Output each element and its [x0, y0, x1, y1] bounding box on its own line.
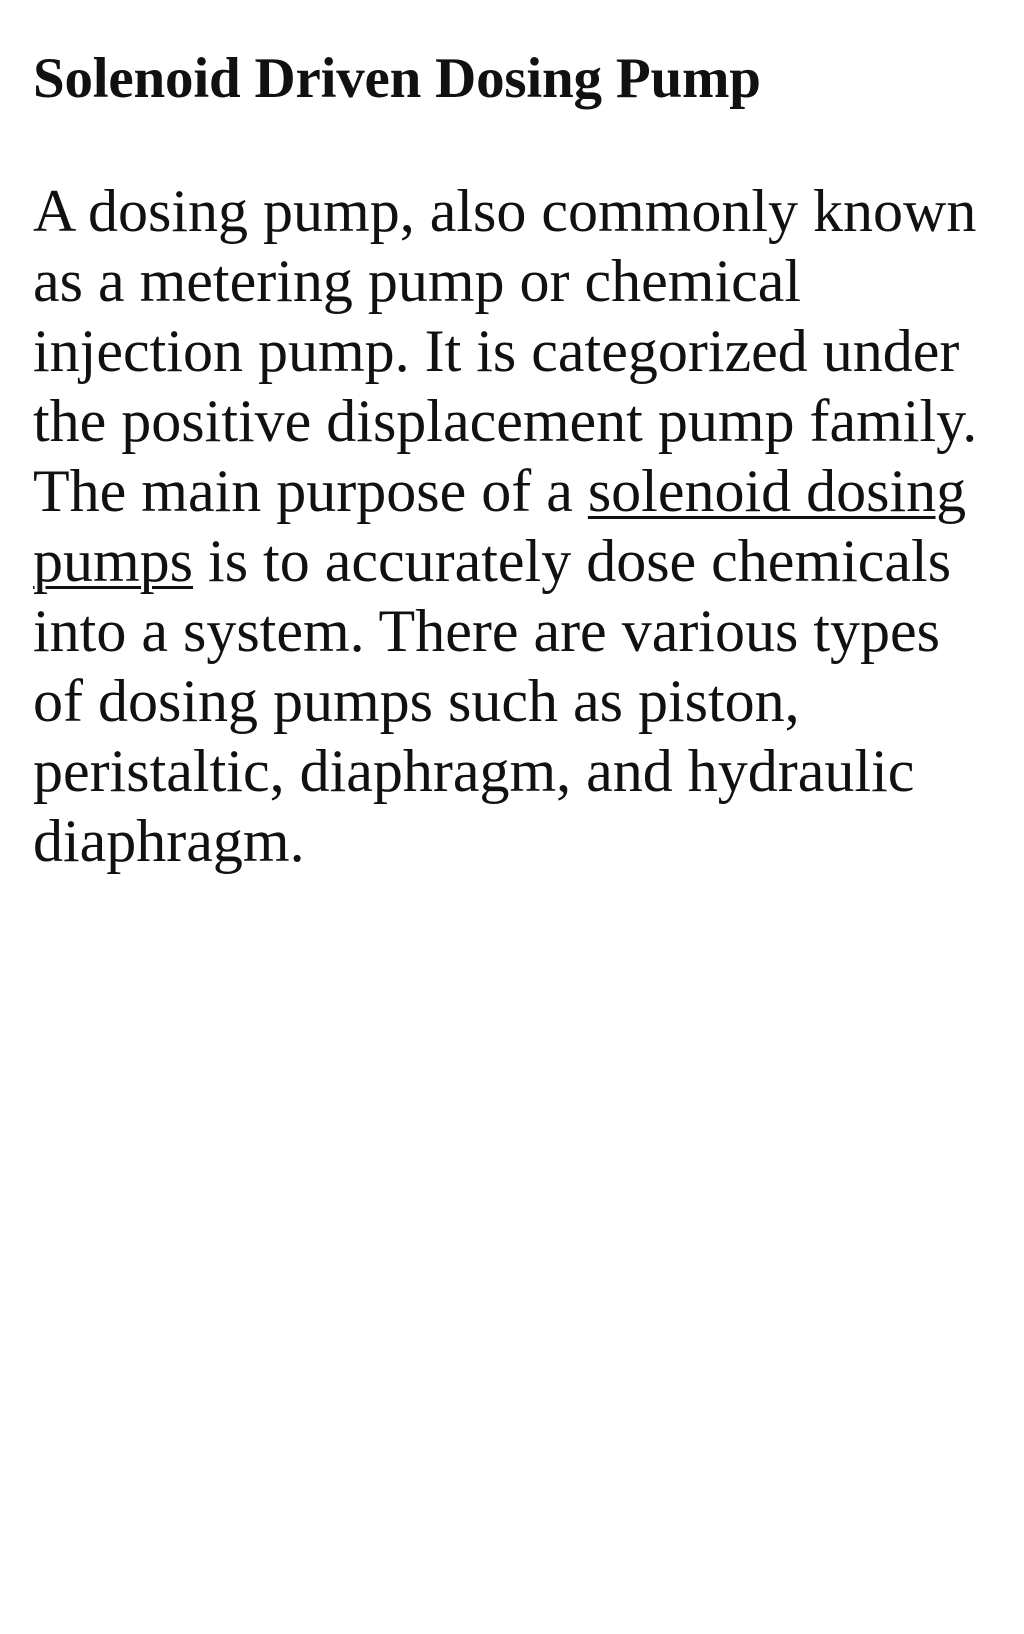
solenoid-dosing-pumps-link[interactable]: solenoid dosing pumps: [33, 458, 967, 594]
article-paragraph-text-start: A dosing pump, also commonly known as a metering pump or chemical injection pump. It is categorized under the positive displacement pump family. The main purpose of a: [33, 178, 978, 524]
article-paragraph: [33, 176, 996, 876]
article-paragraph-text-end: is to accurately dose chemicals into a system. There are various types of dosing pumps such as piston, peristaltic, diaphragm, and hydraulic diaphragm.: [33, 528, 952, 874]
article-title: Solenoid Driven Dosing Pump: [33, 47, 761, 110]
